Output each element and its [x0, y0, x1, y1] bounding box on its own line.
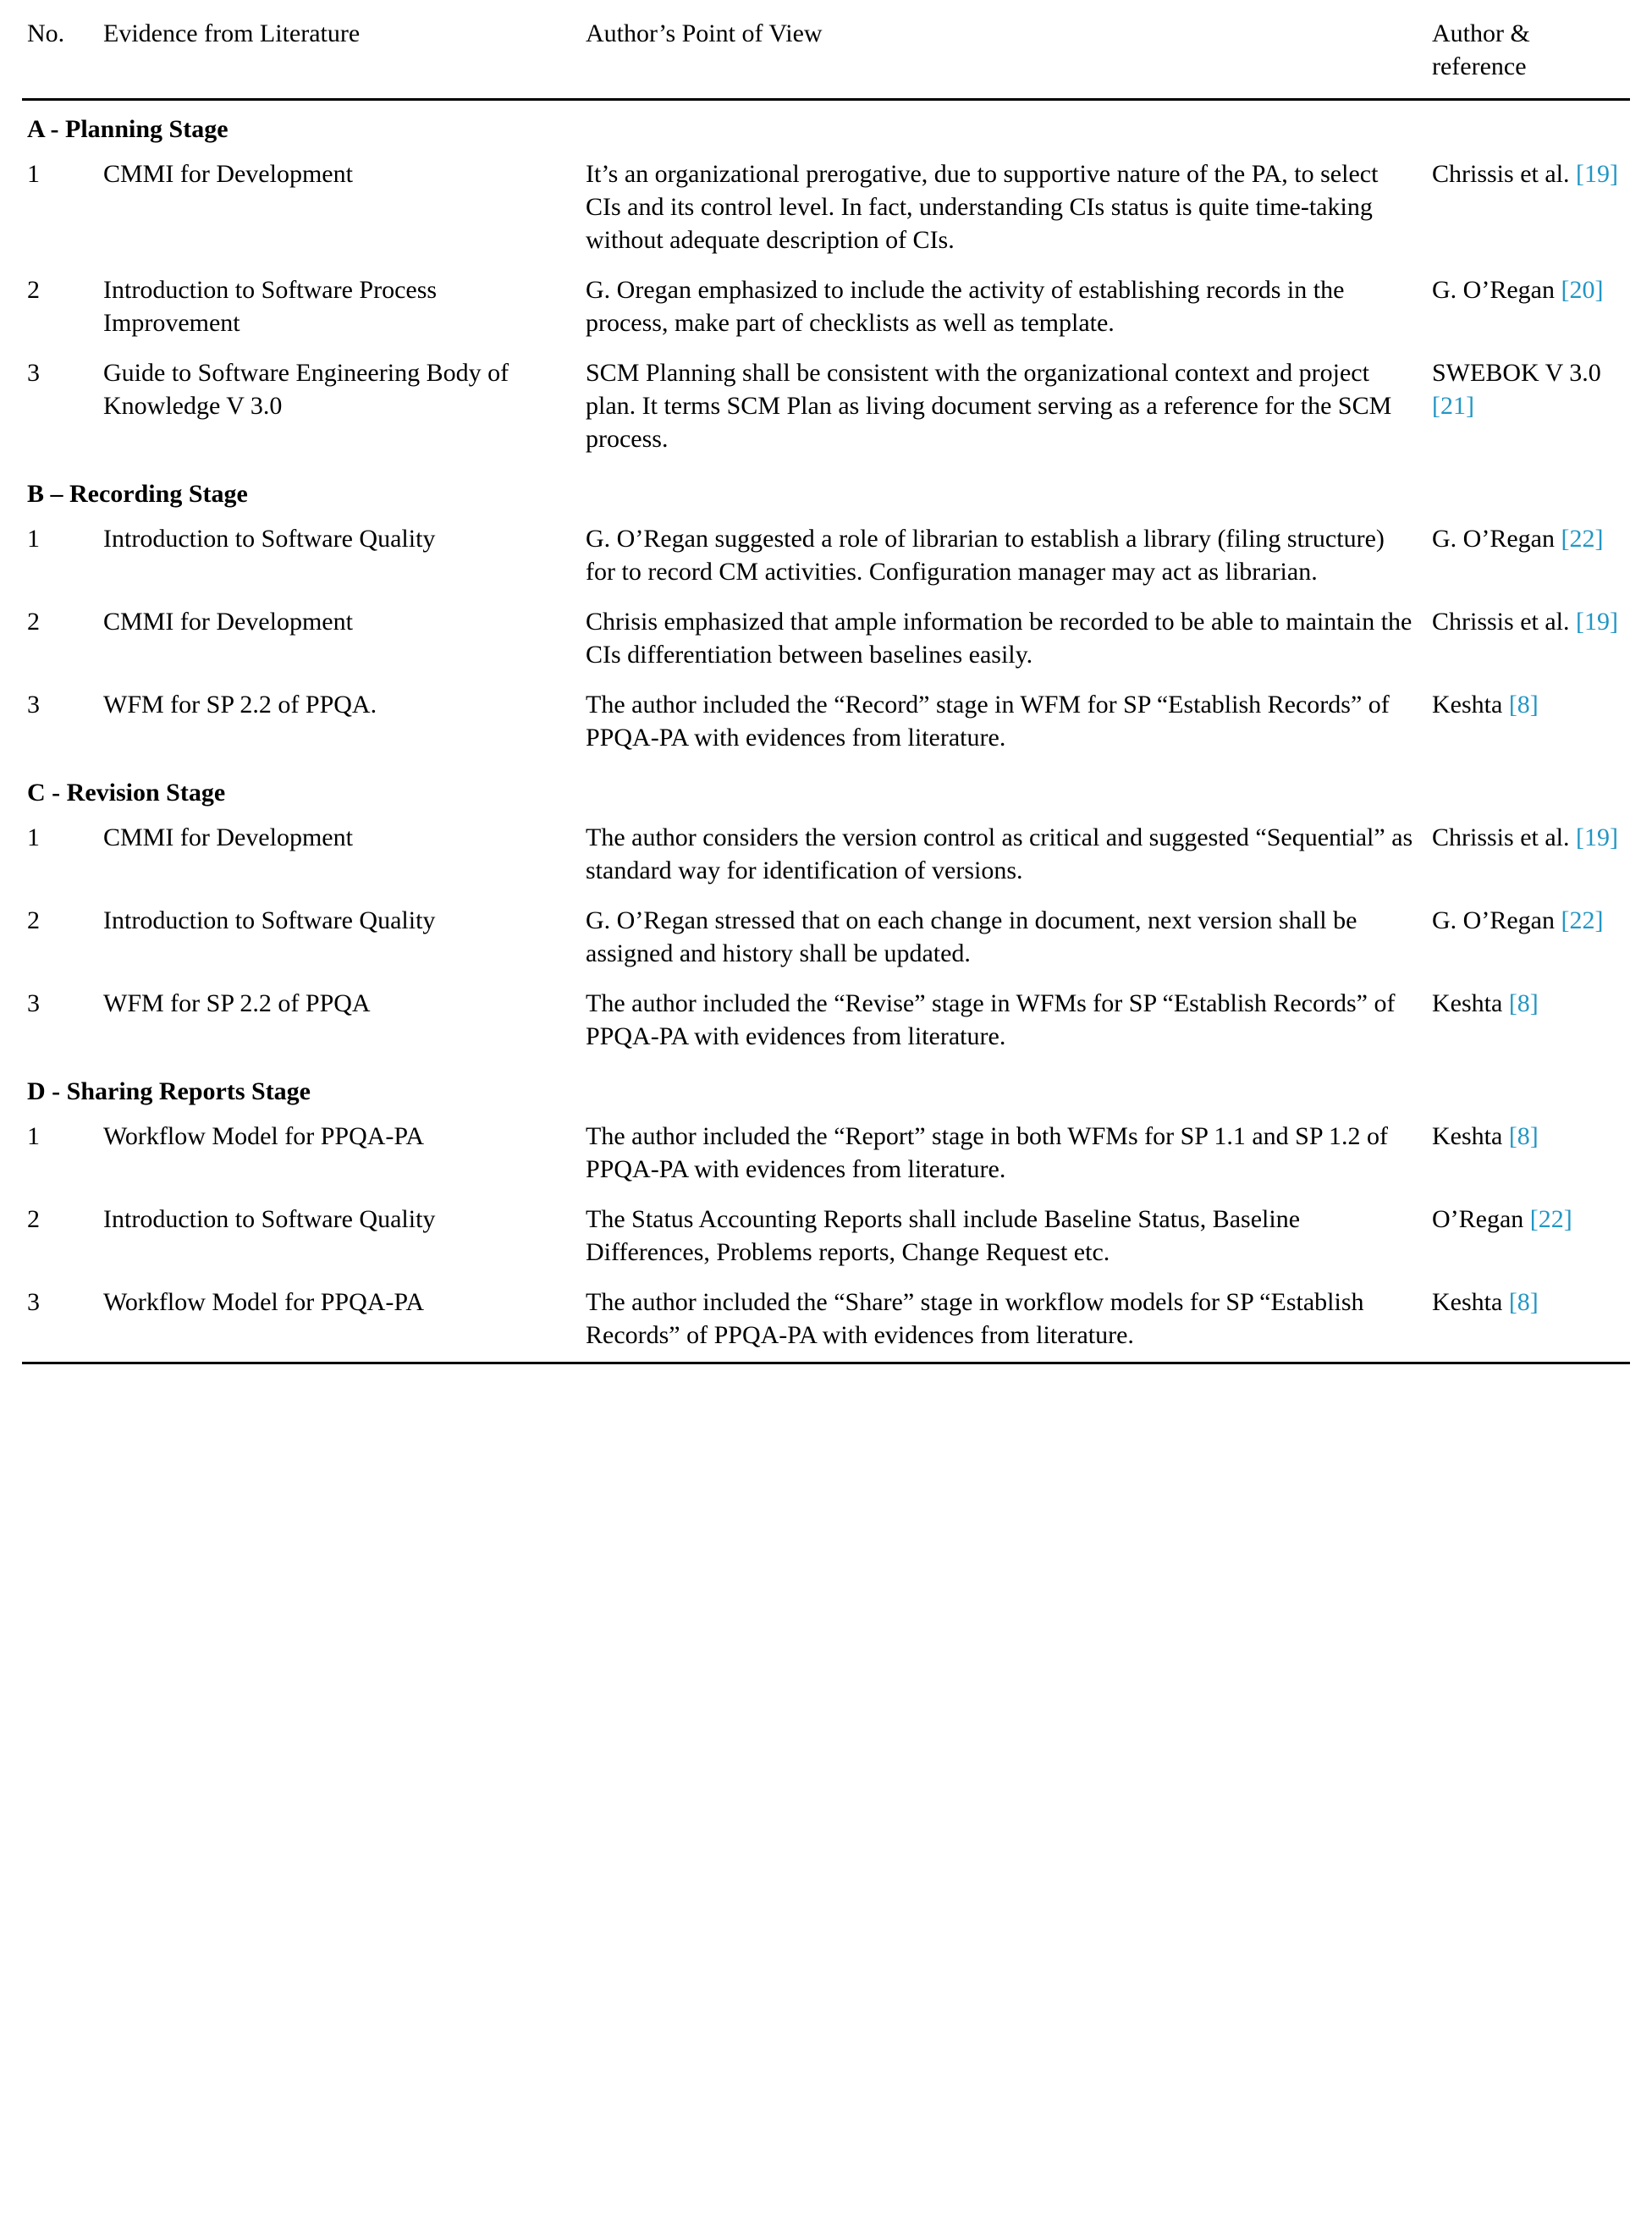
- reference-citation-link[interactable]: [22]: [1561, 906, 1604, 934]
- row-reference: [1429, 978, 1630, 1061]
- table-header: [22, 12, 1630, 100]
- row-reference: [1429, 1111, 1630, 1194]
- reference-citation-link[interactable]: [19]: [1576, 823, 1618, 851]
- table-header-row: [22, 12, 1630, 100]
- row-number: 2: [27, 906, 40, 934]
- column-header-evidence: Evidence from Literature: [100, 12, 582, 100]
- row-evidence: Workflow Model for PPQA-PA: [103, 1288, 424, 1316]
- reference-citation-link[interactable]: [20]: [1561, 276, 1604, 304]
- row-evidence: CMMI for Development: [103, 823, 353, 851]
- reference-citation-link[interactable]: [19]: [1576, 608, 1618, 636]
- row-number: 1: [27, 525, 40, 553]
- column-header-point-of-view: Author’s Point of View: [582, 12, 1429, 100]
- table-row: [22, 895, 1630, 978]
- reference-citation-link[interactable]: [8]: [1508, 1288, 1539, 1316]
- row-evidence: Workflow Model for PPQA-PA: [103, 1122, 424, 1150]
- row-point-of-view: Chrisis emphasized that ample information be recorded to be able to maintain the CIs differentiation between baselines easily.: [586, 608, 1412, 669]
- row-evidence: WFM for SP 2.2 of PPQA.: [103, 691, 377, 719]
- row-evidence: Introduction to Software Quality: [103, 525, 436, 553]
- row-number: 3: [27, 989, 40, 1017]
- reference-author: SWEBOK V 3.0: [1432, 359, 1601, 387]
- reference-author: Keshta: [1432, 1122, 1509, 1150]
- row-reference: [1429, 1277, 1630, 1360]
- row-point-of-view: G. O’Regan suggested a role of librarian to establish a library (filing structure) for to record CM activities. Configuration manager may act as librarian.: [586, 525, 1385, 586]
- table-row: [22, 1111, 1630, 1194]
- row-number: 1: [27, 160, 40, 188]
- row-reference: [1429, 812, 1630, 895]
- table-row: [22, 978, 1630, 1061]
- row-evidence: CMMI for Development: [103, 160, 353, 188]
- row-reference: [1429, 1194, 1630, 1277]
- row-evidence: Introduction to Software Quality: [103, 1205, 436, 1233]
- reference-author: G. O’Regan: [1432, 906, 1561, 934]
- row-point-of-view: G. O’Regan stressed that on each change in document, next version shall be assigned and history shall be updated.: [586, 906, 1357, 967]
- reference-citation-link[interactable]: [22]: [1529, 1205, 1572, 1233]
- row-number: 3: [27, 359, 40, 387]
- table-body: [22, 100, 1630, 1361]
- reference-citation-link[interactable]: [8]: [1508, 691, 1539, 719]
- reference-author: G. O’Regan: [1432, 525, 1561, 553]
- column-header-no: No.: [22, 12, 100, 100]
- row-point-of-view: It’s an organizational prerogative, due to supportive nature of the PA, to select CIs and its control level. In fact, understanding CIs status is quite time-taking without adequate description of CIs.: [586, 160, 1379, 254]
- table-row: [22, 1194, 1630, 1277]
- row-number: 1: [27, 1122, 40, 1150]
- reference-author: Chrissis et al.: [1432, 823, 1576, 851]
- row-number: 1: [27, 823, 40, 851]
- reference-author: G. O’Regan: [1432, 276, 1561, 304]
- reference-author: Keshta: [1432, 989, 1509, 1017]
- row-evidence: Introduction to Software Process Improvement: [103, 276, 438, 337]
- table-row: [22, 812, 1630, 895]
- row-reference: [1429, 348, 1630, 464]
- row-number: 2: [27, 276, 40, 304]
- reference-author: Chrissis et al.: [1432, 608, 1576, 636]
- reference-author: Keshta: [1432, 691, 1509, 719]
- reference-citation-link[interactable]: [21]: [1432, 392, 1474, 420]
- row-number: 2: [27, 1205, 40, 1233]
- table-row: [22, 348, 1630, 464]
- row-point-of-view: SCM Planning shall be consistent with the organizational context and project plan. It terms SCM Plan as living document serving as a reference for the SCM process.: [586, 359, 1392, 453]
- reference-author: Chrissis et al.: [1432, 160, 1576, 188]
- row-point-of-view: The author considers the version control as critical and suggested “Sequential” as standard way for identification of versions.: [586, 823, 1413, 884]
- row-point-of-view: The Status Accounting Reports shall include Baseline Status, Baseline Differences, Problems reports, Change Request etc.: [586, 1205, 1301, 1266]
- row-number: 2: [27, 608, 40, 636]
- evidence-table: [22, 12, 1630, 1360]
- row-evidence: Guide to Software Engineering Body of Knowledge V 3.0: [103, 359, 509, 420]
- table-row: [22, 1277, 1630, 1360]
- table-row: [22, 514, 1630, 597]
- section-header-row: [22, 763, 1630, 812]
- row-evidence: Introduction to Software Quality: [103, 906, 436, 934]
- row-point-of-view: The author included the “Revise” stage in WFMs for SP “Establish Records” of PPQA-PA with evidences from literature.: [586, 989, 1396, 1050]
- row-point-of-view: The author included the “Record” stage in WFM for SP “Establish Records” of PPQA-PA with evidences from literature.: [586, 691, 1390, 752]
- row-number: 3: [27, 691, 40, 719]
- row-reference: [1429, 514, 1630, 597]
- section-title-c: C - Revision Stage: [27, 779, 226, 807]
- section-title-d: D - Sharing Reports Stage: [27, 1077, 311, 1105]
- table-row: [22, 149, 1630, 265]
- row-reference: [1429, 680, 1630, 763]
- section-title-a: A - Planning Stage: [27, 115, 229, 143]
- row-evidence: CMMI for Development: [103, 608, 353, 636]
- reference-author: Keshta: [1432, 1288, 1509, 1316]
- table-row: [22, 680, 1630, 763]
- row-reference: [1429, 895, 1630, 978]
- section-header-row: [22, 1061, 1630, 1111]
- table-row: [22, 597, 1630, 680]
- row-point-of-view: G. Oregan emphasized to include the activity of establishing records in the process, make part of checklists as well as template.: [586, 276, 1345, 337]
- row-reference: [1429, 265, 1630, 348]
- column-header-author-reference: Author & reference: [1429, 12, 1630, 100]
- reference-citation-link[interactable]: [8]: [1508, 1122, 1539, 1150]
- section-title-b: B – Recording Stage: [27, 480, 248, 508]
- row-point-of-view: The author included the “Report” stage in both WFMs for SP 1.1 and SP 1.2 of PPQA-PA with evidences from literature.: [586, 1122, 1388, 1183]
- table-bottom-rule: [22, 1362, 1630, 1364]
- section-header-row: [22, 464, 1630, 514]
- reference-author: O’Regan: [1432, 1205, 1530, 1233]
- reference-citation-link[interactable]: [8]: [1508, 989, 1539, 1017]
- reference-citation-link[interactable]: [19]: [1576, 160, 1618, 188]
- section-header-row: [22, 100, 1630, 150]
- row-point-of-view: The author included the “Share” stage in workflow models for SP “Establish Records” of PPQA-PA with evidences from literature.: [586, 1288, 1364, 1349]
- row-reference: [1429, 597, 1630, 680]
- row-number: 3: [27, 1288, 40, 1316]
- table-row: [22, 265, 1630, 348]
- reference-citation-link[interactable]: [22]: [1561, 525, 1604, 553]
- row-evidence: WFM for SP 2.2 of PPQA: [103, 989, 371, 1017]
- row-reference: [1429, 149, 1630, 265]
